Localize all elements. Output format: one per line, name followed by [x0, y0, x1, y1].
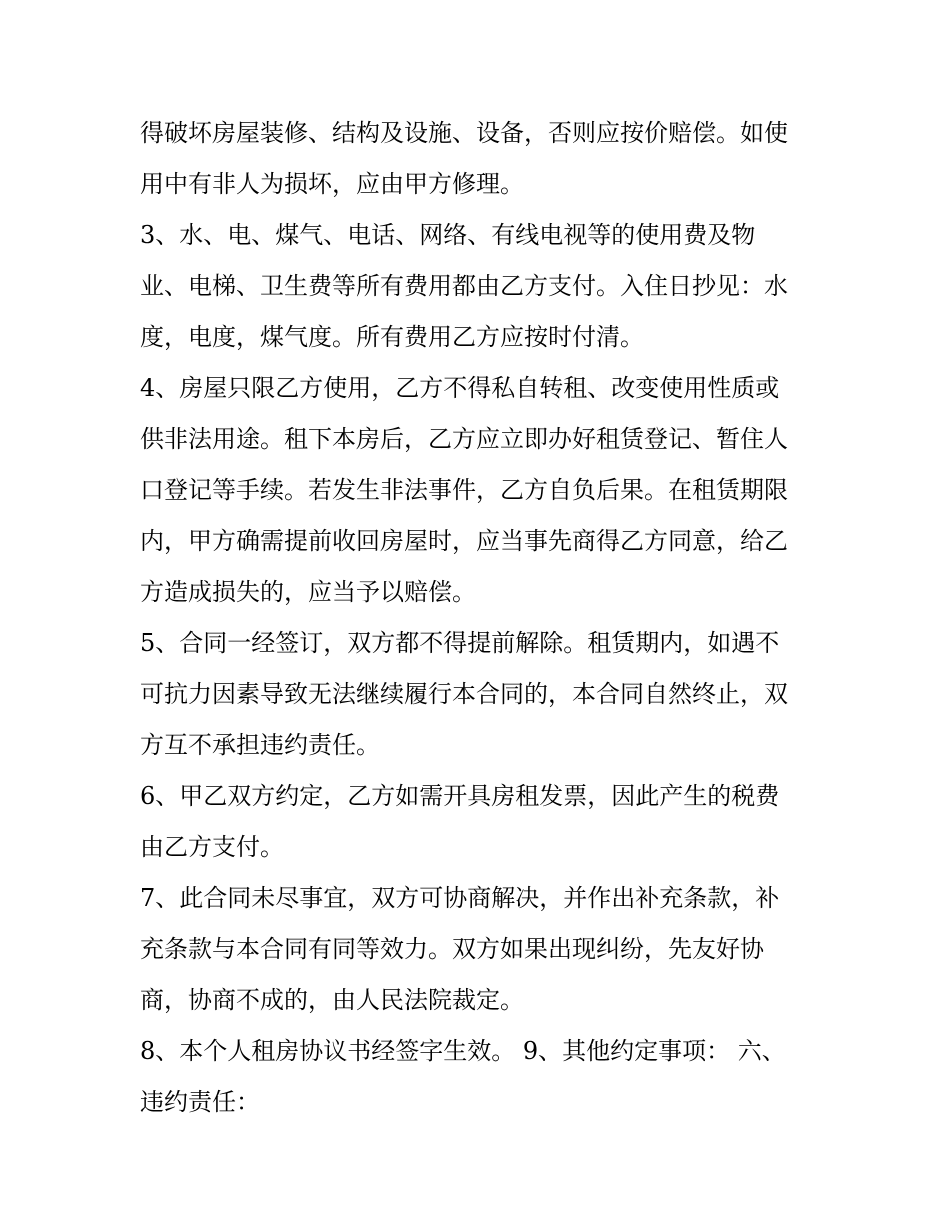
clause-8-line: 8、本个人租房协议书经签字生效。 9、其他约定事项： 六、	[140, 1037, 786, 1065]
clause-3-line: 3、水、电、煤气、电话、网络、有线电视等的使用费及物	[140, 221, 756, 249]
text-line: 用中有非人为损坏，应由甲方修理。	[140, 170, 524, 198]
contract-body	[140, 108, 820, 1128]
clause-6-line: 6、甲乙双方约定，乙方如需开具房租发票，因此产生的税费	[140, 782, 780, 810]
text-line: 商，协商不成的，由人民法院裁定。	[140, 986, 524, 1014]
text-line: 方造成损失的，应当予以赔偿。	[140, 578, 476, 606]
text-line: 度，电度，煤气度。所有费用乙方应按时付清。	[140, 323, 644, 351]
text-line: 得破坏房屋装修、结构及设施、设备，否则应按价赔偿。如使	[140, 119, 788, 147]
text-line: 充条款与本合同有同等效力。双方如果出现纠纷，先友好协	[140, 935, 764, 963]
text-line: 业、电梯、卫生费等所有费用都由乙方支付。入住日抄见：水	[140, 272, 788, 300]
text-line: 可抗力因素导致无法继续履行本合同的，本合同自然终止，双	[140, 680, 788, 708]
text-line: 方互不承担违约责任。	[140, 731, 380, 759]
text-line: 由乙方支付。	[140, 833, 284, 861]
clause-7-line: 7、此合同未尽事宜，双方可协商解决，并作出补充条款，补	[140, 884, 780, 912]
clause-5-line: 5、合同一经签订，双方都不得提前解除。租赁期内，如遇不	[140, 629, 780, 657]
text-line: 内，甲方确需提前收回房屋时，应当事先商得乙方同意，给乙	[140, 527, 788, 555]
clause-4-line: 4、房屋只限乙方使用，乙方不得私自转租、改变使用性质或	[140, 374, 780, 402]
text-line: 口登记等手续。若发生非法事件，乙方自负后果。在租赁期限	[140, 476, 788, 504]
section-heading-line: 违约责任：	[140, 1088, 260, 1116]
text-line: 供非法用途。租下本房后，乙方应立即办好租赁登记、暂住人	[140, 425, 788, 453]
